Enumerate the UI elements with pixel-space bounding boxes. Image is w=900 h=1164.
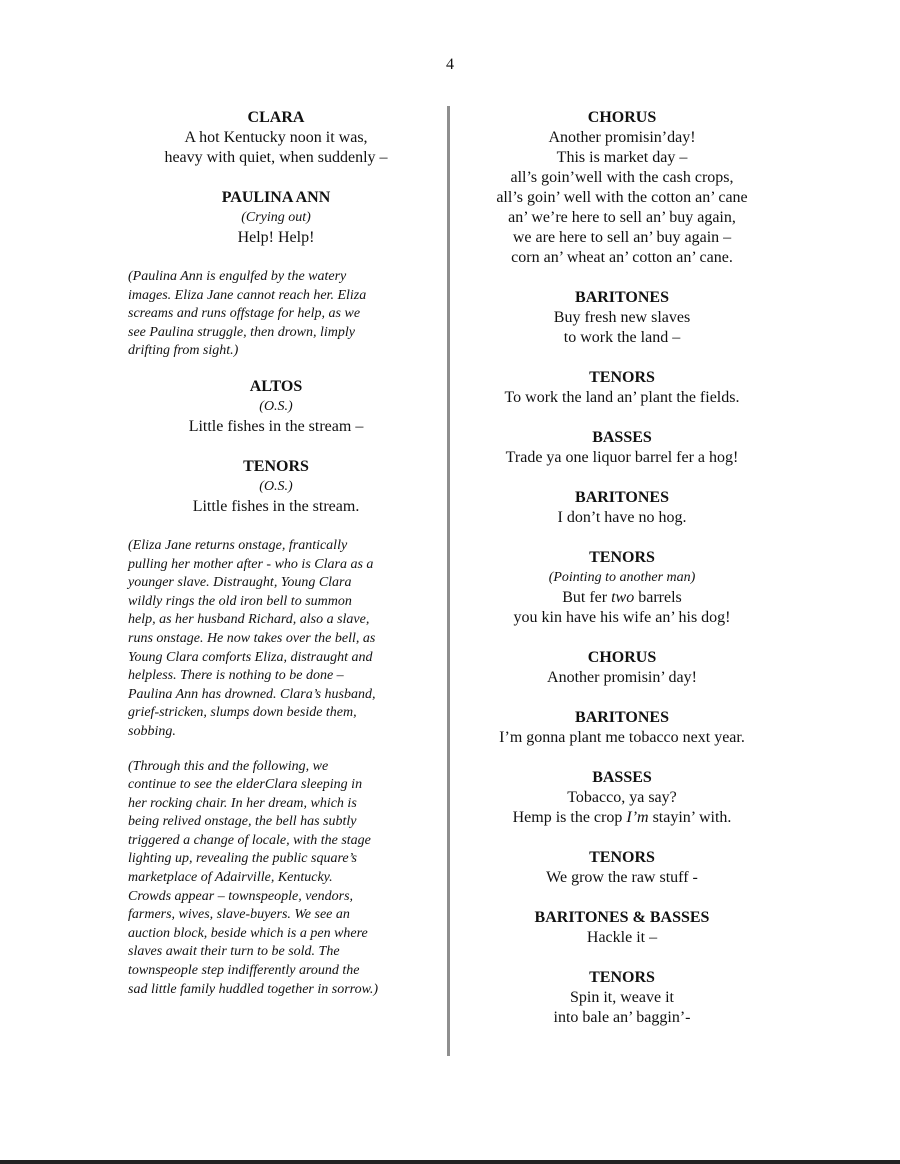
- lyric-line: into bale an’ baggin’-: [553, 1009, 691, 1026]
- lyric-line: I don’t have no hog.: [557, 509, 687, 526]
- direction-line: (Through this and the following, we: [128, 758, 329, 774]
- speaker-name: ALTOS: [249, 377, 303, 395]
- speech-chorus: [470, 108, 774, 268]
- direction-line: marketplace of Adairville, Kentucky.: [128, 870, 333, 886]
- speech-tenors: [470, 548, 774, 628]
- lyric-text: Hemp is the crop: [512, 809, 627, 826]
- parenthetical: (Crying out): [241, 210, 311, 225]
- lyric-text: barrels: [634, 589, 682, 606]
- speaker-name: BASSES: [592, 769, 652, 786]
- direction-line: grief-stricken, slumps down beside them,: [128, 705, 357, 721]
- lyric-line: an’ we’re here to sell an’ buy again,: [508, 209, 736, 226]
- direction-line: lighting up, revealing the public square’s: [128, 851, 357, 867]
- emphasis-text: two: [611, 589, 635, 606]
- lyric-line: A hot Kentucky noon it was,: [184, 129, 368, 146]
- lyric-line: We grow the raw stuff -: [546, 869, 698, 886]
- parenthetical: (O.S.): [259, 478, 293, 494]
- speech-tenors: [128, 457, 424, 517]
- lyric-line: all’s goin’ well with the cotton an’ cane: [496, 189, 748, 206]
- direction-line: drifting from sight.): [128, 343, 239, 359]
- direction-line: help, as her husband Richard, also a slave,: [128, 612, 370, 628]
- direction-line: (Paulina Ann is engulfed by the watery: [128, 269, 347, 284]
- right-column: [470, 108, 774, 1048]
- direction-line: continue to see the elderClara sleeping in: [128, 777, 363, 793]
- speaker-name: BARITONES & BASSES: [534, 909, 710, 926]
- parenthetical: (Pointing to another man): [548, 570, 696, 585]
- page-bottom-edge: [0, 1160, 900, 1164]
- direction-line: her rocking chair. In her dream, which is: [128, 795, 357, 811]
- direction-line: runs onstage. He now takes over the bell, as: [128, 630, 376, 646]
- column-divider: [447, 106, 450, 1056]
- stage-direction-3: [128, 758, 424, 1000]
- direction-line: auction block, beside which is a pen where: [128, 925, 368, 941]
- speaker-name: TENORS: [243, 457, 309, 475]
- speech-basses: [470, 768, 774, 828]
- speaker-name: BARITONES: [575, 289, 669, 306]
- direction-line: Crowds appear – townspeople, vendors,: [128, 888, 354, 904]
- lyric-line: Help! Help!: [237, 229, 315, 246]
- lyric-line: heavy with quiet, when suddenly –: [164, 149, 388, 166]
- direction-line: younger slave. Distraught, Young Clara: [128, 575, 352, 591]
- speech-baritones: [470, 488, 774, 528]
- lyric-line: Little fishes in the stream.: [192, 497, 360, 515]
- lyric-line: Trade ya one liquor barrel fer a hog!: [505, 449, 739, 466]
- lyric-line: Another promisin’day!: [548, 129, 696, 146]
- lyric-line: I’m gonna plant me tobacco next year.: [499, 729, 745, 746]
- page-number: 4: [446, 56, 454, 73]
- lyric-text: stayin’ with.: [648, 809, 732, 826]
- speech-baritones-basses: [470, 908, 774, 948]
- lyric-text: But fer: [562, 589, 612, 606]
- speaker-name: BARITONES: [575, 709, 669, 726]
- speech-paulina-ann: [128, 188, 424, 248]
- speech-basses: [470, 428, 774, 468]
- direction-line: being relived onstage, the bell has subtly: [128, 814, 357, 830]
- speaker-name: CLARA: [247, 109, 305, 126]
- speaker-name: BARITONES: [575, 489, 669, 506]
- speech-tenors: [470, 368, 774, 408]
- direction-line: images. Eliza Jane cannot reach her. Eliza: [128, 287, 367, 303]
- direction-line: slaves await their turn to be sold. The: [128, 944, 340, 960]
- direction-line: see Paulina struggle, then drown, limply: [128, 324, 355, 340]
- direction-line: sad little family huddled together in sorrow.): [128, 981, 379, 997]
- lyric-line: corn an’ wheat an’ cotton an’ cane.: [511, 249, 733, 266]
- speaker-name: TENORS: [589, 849, 655, 866]
- direction-line: helpless. There is nothing to be done –: [128, 668, 344, 684]
- speaker-name: CHORUS: [587, 109, 657, 126]
- lyric-line: [470, 808, 774, 828]
- speaker-name: BASSES: [592, 429, 652, 446]
- lyric-line: Tobacco, ya say?: [567, 789, 677, 806]
- direction-line: Young Clara comforts Eliza, distraught and: [128, 649, 373, 665]
- speaker-name: PAULINA ANN: [221, 189, 331, 206]
- speaker-name: CHORUS: [587, 649, 657, 666]
- lyric-line: To work the land an’ plant the fields.: [504, 389, 740, 406]
- lyric-line: This is market day –: [556, 149, 688, 166]
- lyric-line: to work the land –: [563, 329, 681, 346]
- direction-line: pulling her mother after - who is Clara as a: [128, 556, 374, 572]
- left-column: [128, 108, 424, 1015]
- lyric-line: Another promisin’ day!: [547, 669, 697, 686]
- lyric-line: [470, 588, 774, 608]
- speaker-name: TENORS: [589, 549, 655, 566]
- speech-baritones: [470, 288, 774, 348]
- lyric-line: Spin it, weave it: [570, 989, 674, 1006]
- speaker-name: TENORS: [589, 369, 655, 386]
- lyric-line: Buy fresh new slaves: [553, 309, 691, 326]
- stage-direction-2: [128, 537, 424, 742]
- emphasis-text: I’m: [626, 809, 649, 826]
- direction-line: townspeople step indifferently around the: [128, 963, 360, 979]
- speech-tenors: [470, 848, 774, 888]
- direction-line: wildly rings the old iron bell to summon: [128, 593, 352, 609]
- direction-line: sobbing.: [128, 723, 176, 739]
- speech-altos: [128, 377, 424, 437]
- direction-line: screams and runs offstage for help, as we: [128, 306, 361, 322]
- direction-line: Paulina Ann has drowned. Clara’s husband,: [128, 686, 376, 702]
- speech-chorus: [470, 648, 774, 688]
- lyric-line: you kin have his wife an’ his dog!: [513, 609, 731, 626]
- parenthetical: (O.S.): [259, 398, 293, 414]
- lyric-line: Little fishes in the stream –: [188, 417, 364, 435]
- lyric-line: Hackle it –: [586, 929, 658, 946]
- speech-tenors: [470, 968, 774, 1028]
- direction-line: triggered a change of locale, with the stage: [128, 832, 371, 848]
- direction-line: (Eliza Jane returns onstage, frantically: [128, 537, 348, 553]
- lyric-line: we are here to sell an’ buy again –: [512, 229, 732, 246]
- speaker-name: TENORS: [589, 969, 655, 986]
- stage-direction-1: [128, 268, 424, 361]
- speech-baritones: [470, 708, 774, 748]
- lyric-line: all’s goin’well with the cash crops,: [510, 169, 734, 186]
- speech-clara: [128, 108, 424, 168]
- direction-line: farmers, wives, slave-buyers. We see an: [128, 907, 350, 923]
